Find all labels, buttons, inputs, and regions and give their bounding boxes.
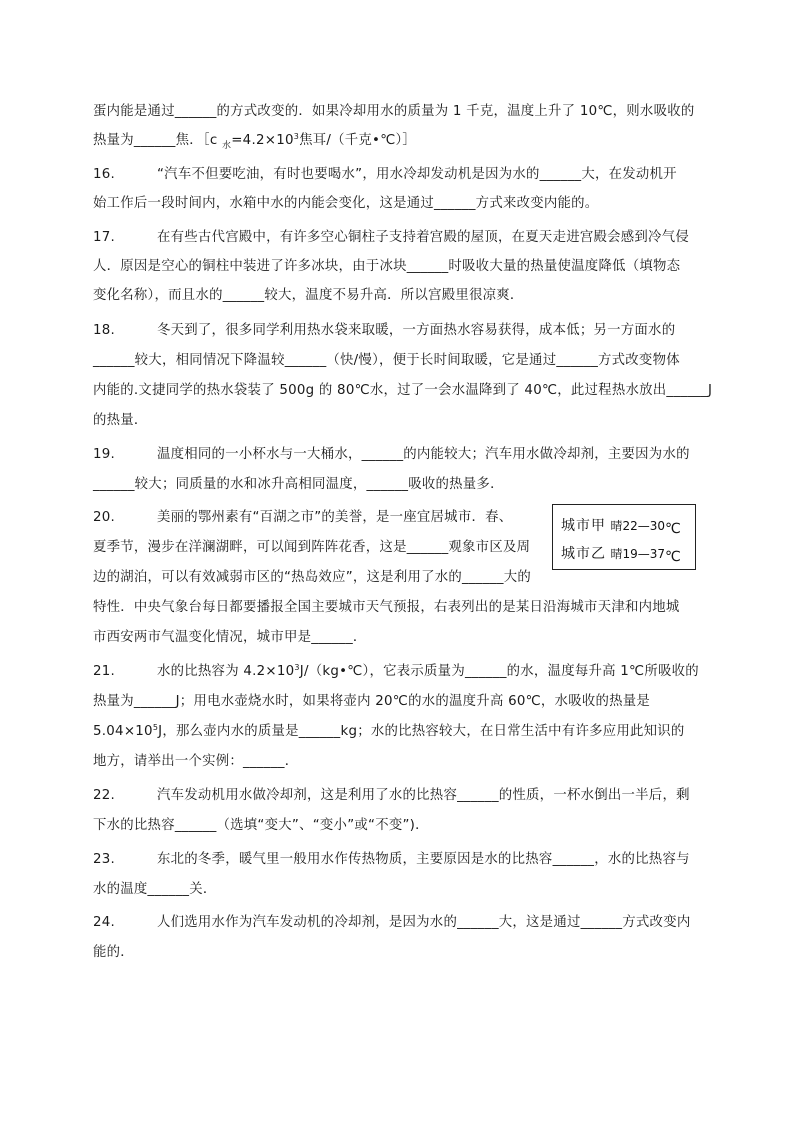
weather-info: 晴19—37: [610, 547, 665, 561]
q15-line-1: 蛋内能是通过______的方式改变的．如果冷却用水的质量为 1 千克，温度上升了 10℃，则水吸收的: [93, 104, 695, 119]
q22-line-1: 22. 汽车发动机用水做冷却剂，这是利用了水的比热容______的性质，一杯水倒出一半后，剩: [93, 788, 690, 803]
city-name: 城市乙: [561, 546, 606, 562]
q21-line-2: 热量为______J；用电水壶烧水时，如果将壶内 20℃的水的温度升高 60℃，水吸收的热量是: [93, 694, 651, 709]
q17-line-1: 17. 在有些古代宫殿中，有许多空心铜柱子支持着宫殿的屋顶，在夏天走进宫殿会感到冷气侵: [93, 230, 689, 245]
weather-row-city-b: [561, 543, 681, 563]
q22-line-2: 下水的比热容______（选填“变大”、“变小”或“不变”)．: [93, 818, 429, 833]
q19-line-1: 19. 温度相同的一小杯水与一大桶水，______的内能较大；汽车用水做冷却剂，主要因为水的: [93, 447, 690, 462]
q20-line-3: 边的湖泊，可以有效减弱市区的“热岛效应”，这是利用了水的______大的: [93, 570, 531, 585]
question-number: 17.: [93, 230, 116, 245]
q23-line-2: 水的温度______关．: [93, 882, 217, 897]
question-number: 20.: [93, 510, 116, 525]
question-number: 24.: [93, 915, 116, 930]
q19-line-2: ______较大；同质量的水和冰升高相同温度，______吸收的热量多．: [93, 477, 504, 492]
q20-line-5: 市西安两市气温变化情况，城市甲是______．: [93, 630, 367, 645]
question-number: 16.: [93, 167, 116, 182]
weather-info: 晴22—30: [610, 519, 665, 533]
q18-line-4: 的热量．: [93, 413, 148, 428]
q20-line-4: 特性．中央气象台每日都要播报全国主要城市天气预报，右表列出的是某日沿海城市天津和内地城: [93, 600, 680, 615]
q18-line-3: 内能的.文捷同学的热水袋装了 500g 的 80℃水，过了一会水温降到了 40℃，此过程热水放出______J: [93, 383, 713, 398]
question-number: 18.: [93, 323, 116, 338]
weather-table: [552, 504, 696, 570]
question-number: 21.: [93, 664, 116, 679]
q24-line-2: 能的．: [93, 945, 134, 960]
q15-line-2: 热量为______焦．［c $_水=4.2\times 10^3$焦耳/（千克•℃）］: [93, 132, 417, 151]
q16-line-1: 16. “汽车不但要吃油，有时也要喝水”，用水冷却发动机是因为水的______大，在发动机开: [93, 167, 677, 182]
q21-line-3: $5.04\times 10^5J$，那么壶内水的质量是______kg；水的比热容较大，在日常生活中有许多应用此知识的: [93, 723, 685, 739]
q16-line-2: 始工作后一段时间内，水箱中水的内能会变化，这是通过______方式来改变内能的。: [93, 196, 599, 211]
q21-line-4: 地方，请举出一个实例：______．: [93, 754, 299, 769]
question-number: 19.: [93, 447, 116, 462]
q23-line-1: 23. 东北的冬季，暖气里一般用水作传热物质，主要原因是水的比热容______，水的比热容与: [93, 852, 690, 867]
unit-celsius: ℃: [665, 521, 681, 537]
q20-line-1: 20. 美丽的鄂州素有“百湖之市”的美誉，是一座宜居城市．春、: [93, 510, 513, 525]
unit-celsius: ℃: [665, 549, 681, 565]
question-number: 22.: [93, 788, 116, 803]
weather-row-city-a: [561, 515, 681, 535]
q17-line-3: 变化名称），而且水的______较大，温度不易升高．所以宫殿里很凉爽．: [93, 288, 524, 303]
q17-line-2: 人．原因是空心的铜柱中装进了许多冰块，由于冰块______时吸收大量的热量使温度降低（填物态: [93, 259, 681, 274]
q21-line-1: 21. 水的比热容为 $4.2\times 10^3J/(kg•℃)$，它表示质量为______的水，温度每升高 1℃所吸收的: [93, 663, 699, 679]
q18-line-2: ______较大，相同情况下降温较______（快/慢），便于长时间取暖，它是通过______方式改变物体: [93, 353, 680, 368]
q18-line-1: 18. 冬天到了，很多同学利用热水袋来取暖，一方面热水容易获得，成本低；另一方面水的: [93, 323, 676, 338]
city-name: 城市甲: [561, 518, 606, 534]
q20-line-2: 夏季节，漫步在洋澜湖畔，可以闻到阵阵花香，这是______观象市区及周: [93, 540, 531, 555]
q24-line-1: 24. 人们选用水作为汽车发动机的冷却剂，是因为水的______大，这是通过______方式改变内: [93, 915, 691, 930]
question-number: 23.: [93, 852, 116, 867]
